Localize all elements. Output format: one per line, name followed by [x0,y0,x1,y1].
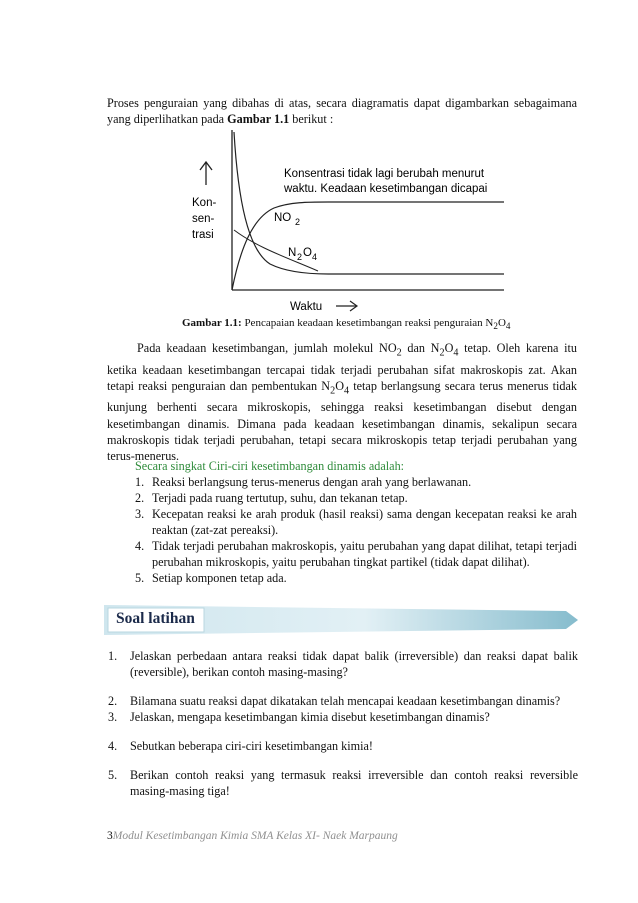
exercise-list [108,648,578,799]
body-d: tetap. Oleh karena itu ketika keadaan kesetimbangan tercapai tidak terjadi perubahan sifat makroskopis zat. Akan tetapi reaksi penguraian dan pembentukan N [107,341,578,393]
list-item: 4. Tidak terjadi perubahan makroskopis, yaitu perubahan yang dapat dilihat, tetapi terjadi perubahan mikroskopis, yaitu perubahan tingkat partikel (tidak dapat dilihat). [135,539,577,569]
body-c-sub: 4 [453,347,459,359]
footer-text: Modul Kesetimbangan Kimia SMA Kelas XI- Naek Marpaung [112,830,398,842]
page-number: 3 [107,830,113,842]
caption-sub-1: 2 [493,321,498,332]
exercise-item: 3. Jelaskan, mengapa kesetimbangan kimia disebut kesetimbangan dinamis? [108,710,490,724]
exercise-item: 2. Bilamana suatu reaksi dapat dikatakan telah mencapai keadaan kesetimbangan dinamis? [108,694,561,708]
body-b: dan N [401,341,440,355]
body-c: O [444,341,454,355]
equilibrium-diagram [178,130,508,315]
body-paragraph [107,340,577,464]
body-b-sub: 2 [439,347,445,359]
intro-paragraph [107,95,577,127]
caption-label: Gambar 1.1: [182,317,242,329]
intro-after: berikut : [289,112,334,127]
section-title: Soal latihan [116,610,195,627]
no2-label: NO [274,212,292,224]
figure-reference: Gambar 1.1 [227,112,290,127]
exercise-item: 5. Berikan contoh reaksi yang termasuk reaksi irreversible dan contoh reaksi reversible masing-masing tiga! [108,768,578,798]
body-e: O [335,378,344,393]
n2o4-sub2: 2 [297,252,303,262]
body-a-sub: 2 [396,347,402,359]
n2o4-sub4: 4 [312,252,318,262]
y-label-3: trasi [192,229,214,241]
n2o4-n: N [288,247,297,259]
intro-text: Proses penguraian yang dibahas di atas, secara diagramatis dapat digambarkan sebagaimana yang diperlihatkan pada [107,96,577,127]
dynamic-equilibrium-summary [135,458,577,586]
list-item: 2. Terjadi pada ruang tertutup, suhu, dan tekanan tetap. [135,491,408,505]
body-e-sub: 4 [344,385,350,397]
summary-heading: Secara singkat Ciri-ciri kesetimbangan dinamis adalah: [135,459,405,473]
x-label: Waktu [290,301,323,313]
page-footer [107,830,398,842]
summary-list [135,474,577,586]
list-item: 1. Reaksi berlangsung terus-menerus dengan arah yang berlawanan. [135,475,472,489]
n2o4-o: O [303,247,312,259]
body-f: tetap berlangsung secara terus menerus tidak kunjung berhenti secara mikroskopis, sehingga reaksi kesetimbangan disebut dengan kesetimbangan dinamis. Dimana pada keadaan kesetimbangan dinamis, sekalipun secara makroskopis tidak terjadi perubahan, tetapi secara mikroskopis tetap terjadi perubahan yang terus-menerus. [107,378,577,464]
list-item: 3. Kecepatan reaksi ke arah produk (hasil reaksi) sama dengan kecepatan reaksi ke arah reaktan (zat-zat pereaksi). [135,507,577,537]
caption-o: O [497,317,506,329]
exercise-item: 4. Sebutkan beberapa ciri-ciri kesetimbangan kimia! [108,739,373,753]
note-line-1: Konsentrasi tidak lagi berubah menurut [284,168,485,180]
no2-sub: 2 [295,217,301,227]
body-d-sub: 2 [330,385,336,397]
y-label-2: sen- [192,213,215,225]
y-label-1: Kon- [192,197,217,209]
note-line-2: waktu. Keadaan kesetimbangan dicapai [284,183,488,195]
body-a: Pada keadaan kesetimbangan, jumlah molekul NO [137,341,397,355]
exercise-item: 1. Jelaskan perbedaan antara reaksi tidak dapat balik (irreversible) dan reaksi dapat balik (reversible), berikan contoh masing-masing? [108,649,578,679]
figure-caption [182,317,510,331]
list-item: 5. Setiap komponen tetap ada. [135,571,287,585]
caption-text: Pencapaian keadaan kesetimbangan reaksi penguraian N [244,317,494,329]
caption-sub-2: 4 [505,321,511,332]
no2-curve [232,202,504,290]
